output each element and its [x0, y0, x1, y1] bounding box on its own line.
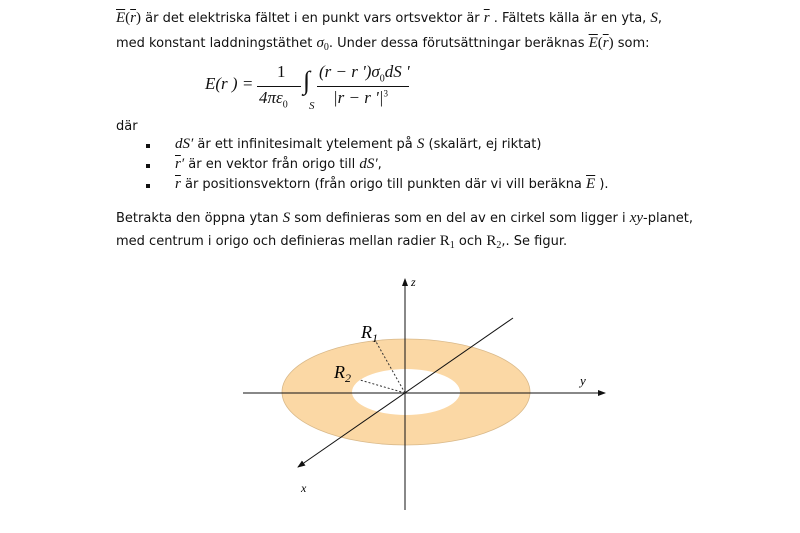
text-segment: är det elektriska fältet i en punkt vars ortsvektor är — [141, 11, 484, 26]
text-segment: . Fältets källa är en yta, — [489, 11, 651, 26]
math-symbol: $\overline{r}$ — [175, 156, 181, 172]
text-segment: ,. Se figur. — [501, 234, 568, 249]
formula-den2: |r − r '$|^3$ — [333, 88, 388, 107]
text-segment: med centrum i origo och definieras mellan radier — [116, 234, 440, 249]
math-symbol: $\overline{E}$ — [116, 10, 126, 26]
text-segment: och — [454, 234, 487, 249]
r2-label: $R_2$ — [334, 362, 351, 385]
text-segment: . Under dessa förutsättningar beräknas — [328, 36, 589, 51]
text-segment: (skalärt, ej riktat) — [424, 137, 542, 152]
math-symbol: 0 — [323, 42, 329, 53]
formula-num2: (r − r ')$\sigma_0dS$ ' — [319, 62, 410, 85]
math-symbol: ( — [125, 10, 131, 26]
math-symbol: $\overline{r}$ — [175, 176, 181, 192]
math-symbol: 1 — [449, 240, 455, 251]
text-segment: , — [657, 11, 663, 26]
integral-domain: S — [309, 100, 315, 112]
math-symbol: 2 — [496, 240, 502, 251]
text-segment: där — [116, 119, 138, 134]
math-symbol: ′ — [180, 156, 185, 172]
text-segment: som: — [613, 36, 650, 51]
r1-label: $R_1$ — [361, 322, 378, 345]
text-segment: med konstant laddningstäthet — [116, 36, 317, 51]
formula-lhs: E(r ) = — [205, 74, 254, 93]
math-symbol: $\overline{E}$ — [586, 176, 596, 192]
math-symbol: S — [282, 210, 291, 226]
math-symbol: R — [439, 233, 450, 249]
text-segment: är ett infinitesimalt ytelement på — [193, 137, 417, 152]
text-segment: är positionsvektorn (från origo till punkten där vi vill beräkna — [180, 177, 587, 192]
math-symbol: xy — [629, 210, 644, 226]
text-segment: som definieras som en del av en cirkel som ligger i — [290, 211, 630, 226]
text-segment: är en vektor från origo till — [184, 157, 360, 172]
text-segment: , — [377, 157, 382, 172]
math-symbol: S — [650, 10, 658, 26]
math-symbol: ( — [597, 35, 603, 51]
x-axis-label: x — [301, 481, 307, 495]
math-symbol: $\overline{r}$ — [130, 10, 137, 26]
text-segment: Betrakta den öppna ytan — [116, 211, 283, 226]
math-symbol: ) — [608, 35, 614, 51]
formula-num1: 1 — [277, 62, 286, 81]
math-symbol: dS′ — [175, 136, 194, 152]
math-symbol: $\overline{r}$ — [483, 10, 490, 26]
math-symbol: $\overline{E}$ — [588, 35, 598, 51]
math-symbol: R — [486, 233, 497, 249]
text-segment: ). — [595, 177, 609, 192]
math-symbol: σ — [316, 35, 324, 51]
math-symbol: $\overline{r}$ — [602, 35, 609, 51]
y-axis-label: y — [580, 373, 586, 388]
formula-den1: $4\pi\varepsilon_0$ — [259, 88, 288, 111]
math-symbol: dS′ — [359, 156, 378, 172]
math-symbol: ) — [136, 10, 142, 26]
math-symbol: S — [416, 136, 425, 152]
z-axis-label: z — [411, 275, 416, 289]
integral-sign: ∫ — [303, 66, 311, 95]
text-segment: -planet, — [643, 211, 694, 226]
